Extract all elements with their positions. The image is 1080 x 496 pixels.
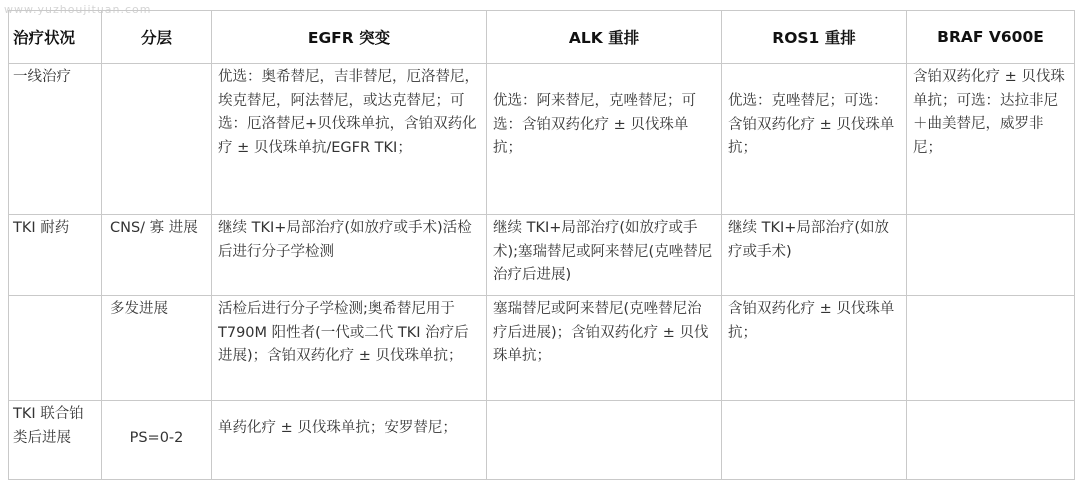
cell-layer: PS=0-2: [102, 401, 212, 480]
cell-alk: [487, 401, 722, 480]
cell-status: 一线治疗: [9, 64, 102, 215]
header-ros1: ROS1 重排: [722, 11, 907, 64]
cell-braf: [907, 296, 1075, 401]
table-row: [9, 296, 1075, 401]
header-status: 治疗状况: [9, 11, 102, 64]
cell-status: TKI 联合铂类后进展: [9, 401, 102, 480]
cell-alk: 继续 TKI+局部治疗(如放疗或手术);塞瑞替尼或阿来替尼(克唑替尼治疗后进展): [487, 215, 722, 296]
header-layer: 分层: [102, 11, 212, 64]
cell-egfr: 优选：奥希替尼，吉非替尼，厄洛替尼，埃克替尼，阿法替尼，或达克替尼；可选：厄洛替尼+贝伐珠单抗，含铂双药化疗 ± 贝伐珠单抗/EGFR TKI；: [212, 64, 487, 215]
cell-braf: [907, 401, 1075, 480]
cell-layer: CNS/ 寡 进展: [102, 215, 212, 296]
cell-alk: 优选：阿来替尼，克唑替尼；可选：含铂双药化疗 ± 贝伐珠单抗；: [487, 64, 722, 215]
cell-egfr: 单药化疗 ± 贝伐珠单抗；安罗替尼；: [212, 401, 487, 480]
cell-layer: 多发进展: [102, 296, 212, 401]
header-egfr: EGFR 突变: [212, 11, 487, 64]
table-row: [9, 64, 1075, 215]
treatment-table: [8, 10, 1075, 480]
cell-ros1: 含铂双药化疗 ± 贝伐珠单抗；: [722, 296, 907, 401]
cell-status: TKI 耐药: [9, 215, 102, 296]
header-braf: BRAF V600E: [907, 11, 1075, 64]
cell-ros1: 优选：克唑替尼；可选：含铂双药化疗 ± 贝伐珠单抗；: [722, 64, 907, 215]
cell-braf: [907, 215, 1075, 296]
watermark: www.yuzhoujituan.com: [4, 3, 152, 16]
table-row: [9, 215, 1075, 296]
cell-egfr: 继续 TKI+局部治疗(如放疗或手术)活检后进行分子学检测: [212, 215, 487, 296]
cell-layer: [102, 64, 212, 215]
cell-alk: 塞瑞替尼或阿来替尼(克唑替尼治疗后进展)；含铂双药化疗 ± 贝伐珠单抗；: [487, 296, 722, 401]
cell-ros1: 继续 TKI+局部治疗(如放疗或手术): [722, 215, 907, 296]
header-alk: ALK 重排: [487, 11, 722, 64]
table-row: [9, 401, 1075, 480]
cell-status: [9, 296, 102, 401]
cell-egfr: 活检后进行分子学检测;奥希替尼用于 T790M 阳性者(一代或二代 TKI 治疗后进展)；含铂双药化疗 ± 贝伐珠单抗；: [212, 296, 487, 401]
cell-ros1: [722, 401, 907, 480]
table-header-row: [9, 11, 1075, 64]
cell-braf: 含铂双药化疗 ± 贝伐珠单抗；可选：达拉非尼＋曲美替尼，威罗非尼；: [907, 64, 1075, 215]
